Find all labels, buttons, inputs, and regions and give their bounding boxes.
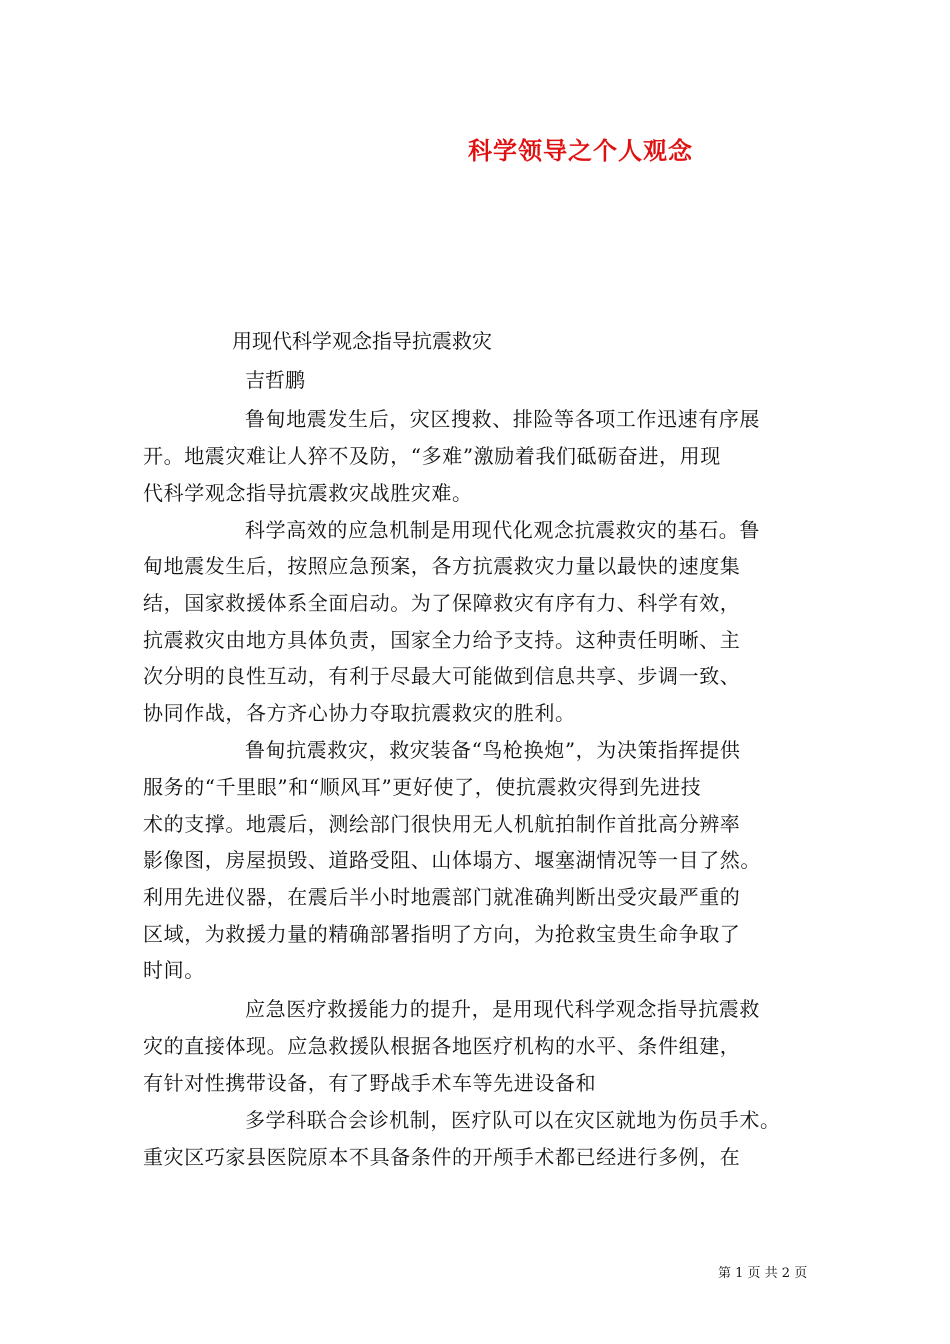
article-author: 吉哲鹏 [245,368,305,392]
paragraph-4-line-2: 灾的直接体现。应急救援队根据各地医疗机构的水平、条件组建， [143,1034,741,1058]
paragraph-2-line-1: 科学高效的应急机制是用现代化观念抗震救灾的基石。鲁 [245,518,760,542]
paragraph-1-line-2: 开。地震灾难让人猝不及防，“多难”激励着我们砥砺奋进，用现 [143,444,721,468]
paragraph-3-line-4: 影像图，房屋损毁、道路受阻、山体塌方、堰塞湖情况等一目了然。 [143,848,761,872]
document-title: 科学领导之个人观念 [468,136,693,165]
paragraph-3-line-5: 利用先进仪器，在震后半小时地震部门就准确判断出受灾最严重的 [143,885,741,909]
paragraph-3-line-1: 鲁甸抗震救灾，救灾装备“鸟枪换炮”，为决策指挥提供 [245,738,741,762]
paragraph-5-line-2: 重灾区巧家县医院原本不具备条件的开颅手术都已经进行多例，在 [143,1145,741,1169]
paragraph-2-line-2: 甸地震发生后，按照应急预案，各方抗震救灾力量以最快的速度集 [143,554,741,578]
paragraph-2-line-6: 协同作战，各方齐心协力夺取抗震救灾的胜利。 [143,701,576,725]
page-number-footer: 第 1 页 共 2 页 [718,1266,808,1281]
paragraph-3-line-2: 服务的“千里眼”和“顺风耳”更好使了，使抗震救灾得到先进技 [143,775,702,799]
paragraph-1-line-1: 鲁甸地震发生后，灾区搜救、排险等各项工作迅速有序展 [245,407,760,431]
paragraph-2-line-5: 次分明的良性互动，有利于尽最大可能做到信息共享、步调一致、 [143,664,741,688]
paragraph-3-line-3: 术的支撑。地震后，测绘部门很快用无人机航拍制作首批高分辨率 [143,812,741,836]
article-subtitle: 用现代科学观念指导抗震救灾 [232,329,492,353]
paragraph-2-line-3: 结，国家救援体系全面启动。为了保障救灾有序有力、科学有效， [143,591,741,615]
paragraph-3-line-7: 时间。 [143,958,205,982]
paragraph-3-line-6: 区域，为救援力量的精确部署指明了方向，为抢救宝贵生命争取了 [143,922,741,946]
paragraph-4-line-1: 应急医疗救援能力的提升，是用现代科学观念指导抗震救 [245,997,760,1021]
paragraph-2-line-4: 抗震救灾由地方具体负责，国家全力给予支持。这种责任明晰、主 [143,628,741,652]
paragraph-4-line-3: 有针对性携带设备，有了野战手术车等先进设备和 [143,1071,597,1095]
paragraph-1-line-3: 代科学观念指导抗震救灾战胜灾难。 [143,481,473,505]
paragraph-5-line-1: 多学科联合会诊机制，医疗队可以在灾区就地为伤员手术。 [245,1108,781,1132]
